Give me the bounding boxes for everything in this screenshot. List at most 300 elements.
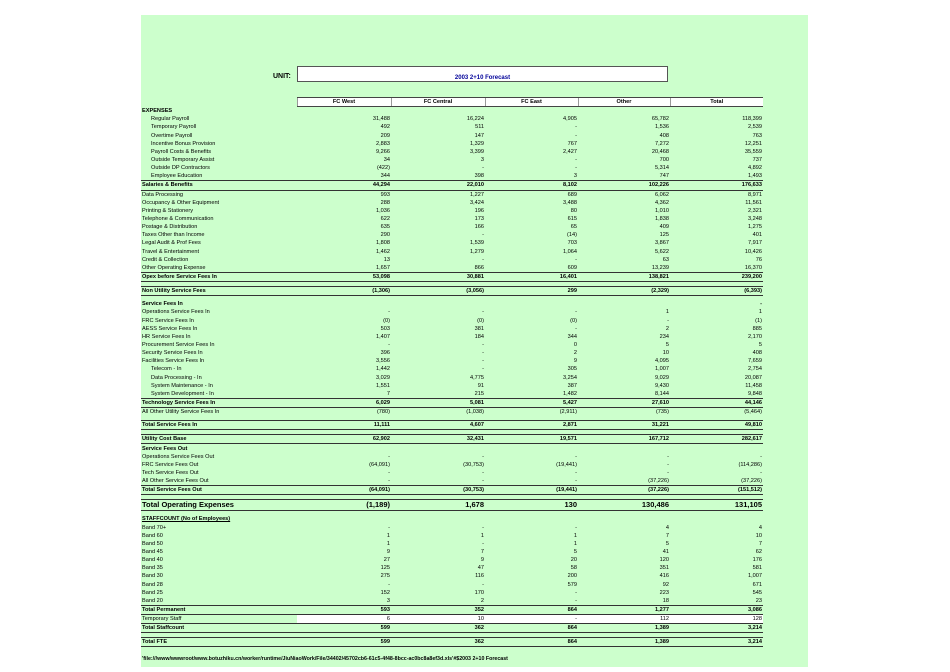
value-cell[interactable]: - — [482, 581, 484, 588]
value-cell[interactable] — [297, 515, 391, 523]
value-cell[interactable]: 581 — [752, 565, 762, 572]
value-cell[interactable]: 7 — [480, 548, 484, 555]
value-cell[interactable]: - — [575, 165, 577, 172]
value-cell[interactable]: (5,464) — [744, 409, 762, 416]
value-cell[interactable]: 65 — [570, 224, 577, 231]
value-cell[interactable]: 1,007 — [748, 573, 762, 580]
row-label[interactable]: Band 70+ — [142, 524, 167, 531]
value-cell[interactable]: 2,754 — [748, 366, 762, 373]
value-cell[interactable]: 3,556 — [376, 358, 390, 365]
value-cell[interactable]: - — [667, 461, 669, 468]
value-cell[interactable]: 9,848 — [748, 390, 762, 397]
value-cell[interactable]: - — [482, 478, 484, 485]
value-cell[interactable]: - — [760, 453, 762, 460]
value-cell[interactable]: 3,086 — [670, 605, 763, 614]
value-cell[interactable]: 47 — [477, 565, 484, 572]
row-label[interactable]: Printing & Stationery — [142, 207, 193, 214]
row-label[interactable]: Band 45 — [142, 548, 163, 555]
value-cell[interactable]: 408 — [659, 132, 669, 139]
value-cell[interactable]: 131,105 — [670, 500, 763, 511]
value-cell[interactable]: 1 — [480, 532, 484, 539]
value-cell[interactable]: 398 — [474, 173, 484, 180]
value-cell[interactable]: - — [388, 469, 390, 476]
value-cell[interactable] — [391, 107, 485, 116]
value-cell[interactable]: - — [575, 132, 577, 139]
row-label[interactable]: AESS Service Fees In — [142, 325, 198, 332]
value-cell[interactable]: 4,095 — [655, 358, 669, 365]
value-cell[interactable]: (1,189) — [297, 500, 391, 511]
value-cell[interactable]: 767 — [567, 140, 577, 147]
value-cell[interactable]: 34 — [383, 157, 390, 164]
value-cell[interactable]: - — [482, 232, 484, 239]
value-cell[interactable]: 275 — [380, 573, 390, 580]
value-cell[interactable]: - — [575, 524, 577, 531]
value-cell[interactable]: 9,029 — [655, 374, 669, 381]
value-cell[interactable]: 76 — [755, 256, 762, 263]
value-cell[interactable]: 19,571 — [485, 435, 578, 444]
row-label[interactable]: Tech Service Fees Out — [142, 469, 199, 476]
value-cell[interactable]: 118,399 — [742, 116, 762, 123]
value-cell[interactable]: 10 — [391, 615, 485, 624]
value-cell[interactable] — [485, 107, 578, 116]
value-cell[interactable]: - — [667, 469, 669, 476]
value-cell[interactable]: 344 — [567, 333, 577, 340]
value-cell[interactable]: 3 — [480, 157, 484, 164]
value-cell[interactable]: 1,462 — [376, 248, 390, 255]
row-label[interactable]: All Other Utility Service Fees In — [142, 409, 220, 416]
value-cell[interactable]: 511 — [475, 124, 484, 131]
value-cell[interactable] — [297, 444, 391, 453]
value-cell[interactable]: (1,038) — [466, 409, 484, 416]
column-header[interactable]: Other — [578, 98, 670, 107]
row-label[interactable]: Outside DP Contractors — [151, 165, 210, 172]
value-cell[interactable]: 1,036 — [376, 207, 390, 214]
value-cell[interactable]: 239,200 — [670, 272, 763, 281]
value-cell[interactable]: 16,370 — [744, 264, 762, 271]
value-cell[interactable]: 130,486 — [578, 500, 670, 511]
column-header[interactable]: FC West — [297, 98, 391, 107]
value-cell[interactable]: 9 — [480, 557, 484, 564]
value-cell[interactable]: 120 — [659, 557, 669, 564]
value-cell[interactable]: 492 — [380, 124, 390, 131]
value-cell[interactable] — [670, 444, 763, 453]
row-label[interactable]: Utility Cost Base — [141, 435, 297, 444]
value-cell[interactable]: 579 — [567, 581, 577, 588]
value-cell[interactable]: 2,170 — [748, 333, 762, 340]
row-label[interactable]: Technology Service Fees In — [141, 398, 297, 407]
row-label[interactable]: Band 30 — [142, 573, 163, 580]
row-label[interactable]: Total Staffcount — [141, 624, 297, 633]
value-cell[interactable]: 5,314 — [655, 165, 669, 172]
value-cell[interactable]: 593 — [297, 605, 391, 614]
row-label[interactable]: Taxes Other than Income — [142, 232, 205, 239]
value-cell[interactable]: - — [760, 469, 762, 476]
value-cell[interactable]: 4,775 — [470, 374, 484, 381]
value-cell[interactable]: - — [388, 581, 390, 588]
value-cell[interactable]: - — [482, 524, 484, 531]
value-cell[interactable]: - — [485, 615, 578, 624]
value-cell[interactable]: (0) — [570, 317, 577, 324]
value-cell[interactable]: (6,393) — [670, 287, 763, 296]
value-cell[interactable]: 1,442 — [376, 366, 390, 373]
value-cell[interactable]: 1,482 — [563, 390, 577, 397]
value-cell[interactable]: 125 — [659, 232, 669, 239]
row-label[interactable]: Temporary Payroll — [151, 124, 197, 131]
value-cell[interactable]: 102,226 — [578, 181, 670, 190]
value-cell[interactable]: 362 — [391, 624, 485, 633]
value-cell[interactable]: (422) — [376, 165, 390, 172]
value-cell[interactable]: 27,610 — [578, 398, 670, 407]
value-cell[interactable]: 173 — [474, 216, 484, 223]
row-label[interactable]: Service Fees In — [142, 301, 183, 308]
value-cell[interactable]: 635 — [380, 224, 390, 231]
value-cell[interactable]: (3,056) — [391, 287, 485, 296]
value-cell[interactable]: - — [667, 317, 669, 324]
value-cell[interactable]: - — [575, 453, 577, 460]
value-cell[interactable]: 4,892 — [748, 165, 762, 172]
value-cell[interactable]: 381 — [474, 325, 484, 332]
row-label[interactable]: Total Service Fees Out — [141, 486, 297, 495]
value-cell[interactable]: 8,144 — [655, 390, 669, 397]
row-label[interactable]: FRC Service Fees Out — [142, 461, 199, 468]
value-cell[interactable]: 49,810 — [670, 421, 763, 430]
column-header[interactable]: FC East — [485, 98, 578, 107]
row-label[interactable]: Salaries & Benefits — [141, 181, 297, 190]
value-cell[interactable] — [485, 515, 578, 523]
value-cell[interactable] — [391, 515, 485, 523]
value-cell[interactable]: 282,617 — [670, 435, 763, 444]
value-cell[interactable]: 1 — [573, 540, 577, 547]
value-cell[interactable]: 0 — [573, 342, 577, 348]
value-cell[interactable]: 1,838 — [655, 216, 669, 223]
value-cell[interactable]: 351 — [659, 565, 669, 572]
row-label[interactable]: Other Operating Expense — [142, 264, 206, 271]
value-cell[interactable]: (735) — [655, 409, 669, 416]
value-cell[interactable]: - — [575, 157, 577, 164]
value-cell[interactable]: 5,427 — [485, 398, 578, 407]
value-cell[interactable]: 3,248 — [748, 216, 762, 223]
value-cell[interactable]: 409 — [659, 224, 669, 231]
value-cell[interactable]: 5 — [665, 342, 669, 348]
row-label[interactable]: Incentive Bonus Provision — [151, 140, 216, 147]
value-cell[interactable]: 20,087 — [744, 374, 762, 381]
row-label[interactable]: Band 28 — [142, 581, 163, 588]
value-cell[interactable]: 1,808 — [376, 240, 390, 247]
row-label[interactable]: Overtime Payroll — [151, 132, 193, 139]
value-cell[interactable]: 1,010 — [655, 207, 669, 214]
value-cell[interactable]: 22,010 — [391, 181, 485, 190]
row-label[interactable]: Total FTE — [141, 638, 297, 647]
value-cell[interactable]: 92 — [662, 581, 669, 588]
row-label[interactable]: Band 25 — [142, 589, 163, 596]
value-cell[interactable]: (14) — [567, 232, 577, 239]
value-cell[interactable]: - — [575, 309, 577, 316]
value-cell[interactable]: 1,536 — [655, 124, 669, 131]
value-cell[interactable]: 1,275 — [748, 224, 762, 231]
value-cell[interactable]: 1,678 — [391, 500, 485, 511]
value-cell[interactable]: 5,081 — [391, 398, 485, 407]
value-cell[interactable]: 2 — [573, 350, 577, 357]
value-cell[interactable]: 2,539 — [748, 124, 762, 131]
value-cell[interactable]: 215 — [474, 390, 484, 397]
value-cell[interactable]: 3,488 — [563, 199, 577, 206]
value-cell[interactable]: (64,091) — [297, 486, 391, 495]
value-cell[interactable]: 737 — [752, 157, 762, 164]
value-cell[interactable]: - — [388, 309, 390, 316]
value-cell[interactable]: - — [482, 366, 484, 373]
row-label[interactable]: EXPENSES — [142, 107, 173, 114]
column-header[interactable]: FC Central — [391, 98, 485, 107]
value-cell[interactable] — [485, 300, 578, 308]
row-label[interactable]: Credit & Collection — [142, 256, 189, 263]
value-cell[interactable]: - — [575, 325, 577, 332]
value-cell[interactable]: 1,389 — [578, 638, 670, 647]
row-label[interactable]: Band 60 — [142, 532, 163, 539]
value-cell[interactable]: 344 — [380, 173, 390, 180]
value-cell[interactable]: 2 — [480, 597, 484, 604]
value-cell[interactable]: 11,561 — [745, 199, 762, 206]
row-label[interactable]: Total Service Fees In — [141, 421, 297, 430]
value-cell[interactable]: 30,881 — [391, 272, 485, 281]
value-cell[interactable]: (19,441) — [485, 486, 578, 495]
value-cell[interactable]: 1 — [665, 309, 669, 316]
value-cell[interactable]: 8,102 — [485, 181, 578, 190]
row-label[interactable]: Employee Education — [151, 173, 203, 180]
row-label[interactable]: HR Service Fees In — [142, 333, 191, 340]
value-cell[interactable]: 3,254 — [563, 374, 577, 381]
value-cell[interactable]: 1 — [758, 309, 762, 316]
value-cell[interactable]: (2,329) — [578, 287, 670, 296]
value-cell[interactable]: 116 — [475, 573, 484, 580]
row-label[interactable]: Service Fees Out — [142, 445, 188, 452]
value-cell[interactable]: 1,539 — [470, 240, 484, 247]
value-cell[interactable] — [670, 107, 763, 116]
row-label[interactable]: Payroll Costs & Benefits — [151, 148, 212, 155]
value-cell[interactable]: 3,424 — [470, 199, 484, 206]
value-cell[interactable]: 4 — [758, 524, 762, 531]
value-cell[interactable]: 27 — [383, 557, 390, 564]
value-cell[interactable]: - — [482, 309, 484, 316]
value-cell[interactable] — [670, 515, 763, 523]
value-cell[interactable]: 7,272 — [655, 140, 669, 147]
value-cell[interactable]: 622 — [380, 216, 390, 223]
value-cell[interactable]: 10 — [755, 532, 762, 539]
value-cell[interactable]: 864 — [485, 638, 578, 647]
row-label[interactable]: Operations Service Fees Out — [142, 453, 215, 460]
value-cell[interactable]: 615 — [567, 216, 577, 223]
value-cell[interactable]: 1,407 — [376, 333, 390, 340]
value-cell[interactable]: 8,971 — [748, 191, 762, 198]
value-cell[interactable]: - — [575, 589, 577, 596]
value-cell[interactable]: 5 — [573, 548, 577, 555]
value-cell[interactable]: 138,821 — [578, 272, 670, 281]
row-label[interactable]: Postage & Distribution — [142, 224, 198, 231]
value-cell[interactable]: 184 — [474, 333, 484, 340]
value-cell[interactable] — [578, 515, 670, 523]
value-cell[interactable]: 747 — [659, 173, 669, 180]
value-cell[interactable]: 31,488 — [372, 116, 390, 123]
row-label[interactable]: Total Permanent — [141, 605, 297, 614]
value-cell[interactable]: 3,029 — [376, 374, 390, 381]
value-cell[interactable]: 416 — [659, 573, 669, 580]
value-cell[interactable]: 689 — [567, 191, 577, 198]
value-cell[interactable]: (37,226) — [578, 486, 670, 495]
value-cell[interactable] — [391, 300, 485, 308]
value-cell[interactable]: (19,441) — [556, 461, 577, 468]
value-cell[interactable]: 288 — [380, 199, 390, 206]
row-label[interactable]: System Maintenance - In — [151, 382, 213, 389]
value-cell[interactable]: - — [482, 342, 484, 348]
row-label[interactable]: Band 50 — [142, 540, 163, 547]
row-label[interactable]: Security Service Fees In — [142, 350, 203, 357]
value-cell[interactable]: 1,551 — [376, 382, 390, 389]
value-cell[interactable]: 3,214 — [670, 624, 763, 633]
value-cell[interactable] — [297, 300, 391, 308]
value-cell[interactable]: (64,091) — [369, 461, 390, 468]
value-cell[interactable]: 885 — [752, 325, 762, 332]
value-cell[interactable]: 703 — [567, 240, 577, 247]
value-cell[interactable]: 401 — [752, 232, 762, 239]
value-cell[interactable]: - — [575, 478, 577, 485]
value-cell[interactable]: - — [482, 540, 484, 547]
value-cell[interactable]: 503 — [380, 325, 390, 332]
value-cell[interactable]: 11,458 — [745, 382, 762, 389]
value-cell[interactable]: (0) — [477, 317, 484, 324]
value-cell[interactable]: 53,098 — [297, 272, 391, 281]
row-label[interactable]: System Development - In — [151, 390, 214, 397]
value-cell[interactable]: 16,224 — [466, 116, 484, 123]
value-cell[interactable]: - — [482, 350, 484, 357]
value-cell[interactable]: - — [575, 256, 577, 263]
value-cell[interactable]: 11,111 — [297, 421, 391, 430]
value-cell[interactable]: 7,917 — [748, 240, 762, 247]
value-cell[interactable]: - — [482, 469, 484, 476]
row-label[interactable]: Facilities Service Fees In — [142, 358, 205, 365]
value-cell[interactable]: - — [760, 301, 762, 308]
value-cell[interactable]: 866 — [474, 264, 484, 271]
value-cell[interactable]: - — [388, 524, 390, 531]
value-cell[interactable]: 13,239 — [651, 264, 669, 271]
value-cell[interactable]: 13 — [383, 256, 390, 263]
value-cell[interactable]: 12,251 — [744, 140, 762, 147]
row-label[interactable]: Total Operating Expenses — [141, 500, 297, 511]
value-cell[interactable]: 44,294 — [297, 181, 391, 190]
value-cell[interactable]: 1 — [573, 532, 577, 539]
value-cell[interactable]: 9,430 — [655, 382, 669, 389]
value-cell[interactable]: 65,782 — [651, 116, 669, 123]
value-cell[interactable]: (30,753) — [391, 486, 485, 495]
value-cell[interactable]: 200 — [567, 573, 577, 580]
value-cell[interactable]: 80 — [570, 207, 577, 214]
value-cell[interactable]: 1,227 — [470, 191, 484, 198]
row-label[interactable]: Procurement Service Fees In — [142, 342, 215, 348]
value-cell[interactable]: 5,622 — [655, 248, 669, 255]
row-label[interactable]: Travel & Entertainment — [142, 248, 199, 255]
value-cell[interactable]: (0) — [383, 317, 390, 324]
value-cell[interactable]: - — [482, 165, 484, 172]
value-cell[interactable]: 44,146 — [670, 398, 763, 407]
value-cell[interactable] — [578, 444, 670, 453]
value-cell[interactable]: 609 — [567, 264, 577, 271]
value-cell[interactable]: 18 — [662, 597, 669, 604]
value-cell[interactable]: 864 — [485, 624, 578, 633]
value-cell[interactable]: 2,883 — [376, 140, 390, 147]
value-cell[interactable]: 599 — [297, 638, 391, 647]
value-cell[interactable]: - — [667, 453, 669, 460]
value-cell[interactable]: - — [575, 597, 577, 604]
row-label[interactable]: All Other Service Fees Out — [142, 478, 209, 485]
value-cell[interactable]: 196 — [474, 207, 484, 214]
value-cell[interactable]: 6,062 — [655, 191, 669, 198]
value-cell[interactable]: 10,426 — [744, 248, 762, 255]
value-cell[interactable]: 3 — [386, 597, 390, 604]
value-cell[interactable]: 58 — [570, 565, 577, 572]
value-cell[interactable]: 4 — [665, 524, 669, 531]
value-cell[interactable]: 1,657 — [376, 264, 390, 271]
value-cell[interactable]: 35,559 — [744, 148, 762, 155]
value-cell[interactable]: - — [388, 342, 390, 348]
value-cell[interactable]: 387 — [567, 382, 577, 389]
value-cell[interactable]: (2,911) — [559, 409, 577, 416]
value-cell[interactable]: (37,226) — [648, 478, 669, 485]
value-cell[interactable]: 20,468 — [651, 148, 669, 155]
row-label[interactable]: Outside Temporary Assist — [151, 157, 215, 164]
value-cell[interactable]: 2,427 — [563, 148, 577, 155]
row-label[interactable]: Band 35 — [142, 565, 163, 572]
value-cell[interactable]: (1,306) — [297, 287, 391, 296]
value-cell[interactable]: - — [388, 478, 390, 485]
value-cell[interactable]: (114,286) — [738, 461, 762, 468]
value-cell[interactable]: 763 — [752, 132, 762, 139]
value-cell[interactable]: 16,401 — [485, 272, 578, 281]
value-cell[interactable]: 305 — [567, 366, 577, 373]
value-cell[interactable]: 130 — [485, 500, 578, 511]
value-cell[interactable]: 1,279 — [470, 248, 484, 255]
value-cell[interactable]: (30,753) — [463, 461, 484, 468]
value-cell[interactable]: - — [575, 469, 577, 476]
value-cell[interactable]: 5 — [758, 342, 762, 348]
value-cell[interactable]: - — [388, 453, 390, 460]
value-cell[interactable]: (1) — [755, 317, 762, 324]
row-label[interactable]: Band 20 — [142, 597, 163, 604]
row-label[interactable]: Temporary Staff — [142, 616, 182, 623]
value-cell[interactable]: 32,431 — [391, 435, 485, 444]
value-cell[interactable]: (151,512) — [670, 486, 763, 495]
row-label[interactable]: Operations Service Fees In — [142, 309, 210, 316]
value-cell[interactable]: 1,064 — [563, 248, 577, 255]
value-cell[interactable]: 31,221 — [578, 421, 670, 430]
value-cell[interactable]: 2,321 — [748, 207, 762, 214]
value-cell[interactable]: 864 — [485, 605, 578, 614]
row-label[interactable]: Data Processing - In — [151, 374, 202, 381]
value-cell[interactable]: - — [482, 453, 484, 460]
value-cell[interactable]: 9 — [386, 548, 390, 555]
value-cell[interactable] — [297, 107, 391, 116]
value-cell[interactable]: 170 — [474, 589, 484, 596]
value-cell[interactable]: - — [482, 256, 484, 263]
row-label[interactable]: STAFFCOUNT (No of Employees) — [142, 516, 231, 523]
value-cell[interactable]: 147 — [474, 132, 484, 139]
value-cell[interactable]: 62 — [755, 548, 762, 555]
value-cell[interactable]: 5 — [665, 540, 669, 547]
value-cell[interactable]: 396 — [380, 350, 390, 357]
value-cell[interactable]: 176 — [752, 557, 762, 564]
value-cell[interactable]: 4,362 — [655, 199, 669, 206]
value-cell[interactable]: 290 — [380, 232, 390, 239]
value-cell[interactable]: 3,214 — [670, 638, 763, 647]
value-cell[interactable]: 299 — [485, 287, 578, 296]
value-cell[interactable]: 1,493 — [748, 173, 762, 180]
